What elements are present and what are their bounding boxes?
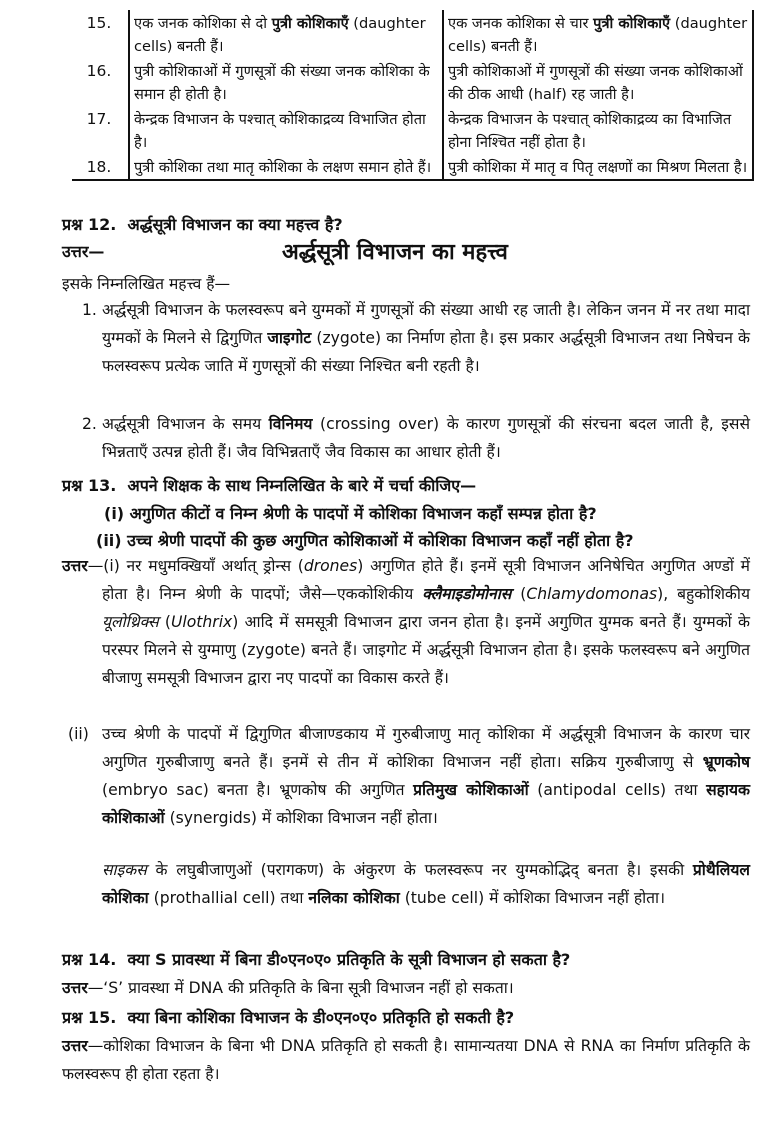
- question-13-part-2: (ii) उच्च श्रेणी पादपों की कुछ अगुणित कोशिकाओं में कोशिका विभाजन कहाँ नहीं होता है?: [96, 531, 634, 550]
- meiosis-cell: पुत्री कोशिका में मातृ व पितृ लक्षणों का मिश्रण मिलता है।: [443, 154, 753, 180]
- answer-label: उत्तर—: [62, 242, 105, 261]
- question-13-part-1: (i) अगुणित कीटों व निम्न श्रेणी के पादपों में कोशिका विभाजन कहाँ सम्पन्न होता है?: [104, 504, 597, 523]
- table-row: [72, 106, 753, 154]
- table-row: [72, 10, 753, 58]
- row-number: 15.: [86, 14, 112, 32]
- mitosis-cell: केन्द्रक विभाजन के पश्चात् कोशिकाद्रव्य विभाजित होता है।: [129, 106, 443, 154]
- point-1: 1. अर्द्धसूत्री विभाजन के फलस्वरूप बने युग्मकों में गुणसूत्रों की संख्या आधी रह जाती है। लेकिन जनन में नर तथा मादा युग्मकों के मिलने से द्विगुणित जाइगोट (zygote) का निर्माण होता है। इस प्रकार अर्द्धसूत्री विभाजन तथा निषेचन के फलस्वरूप प्रत्येक जाति में गुणसूत्रों की संख्या निश्चित बनी रहती है।: [82, 301, 750, 375]
- question-12: प्रश्न 12. अर्द्धसूत्री विभाजन का क्या महत्त्व है?: [62, 215, 343, 234]
- answer-13-cycas: साइकस के लघुबीजाणुओं (परागकण) के अंकुरण के फलस्वरूप नर युग्मकोद्भिद् बनता है। इसकी प्रोथैलियल कोशिका (prothallial cell) तथा नलिका कोशिका (tube cell) में कोशिका विभाजन नहीं होता।: [102, 861, 750, 907]
- answer-13-part-1: उत्तर—(i) नर मधुमक्खियाँ अर्थात् ड्रोन्स (drones) अगुणित होते हैं। इनमें सूत्री विभाजन अनिषेचित अगुणित अण्डों में होता है। निम्न श्रेणी के पादपों; जैसे—एककोशिकीय क्लैमाइडोमोनास (Chlamydomonas), बहुकोशिकीय यूलोथ्रिक्स (Ulothrix) आदि में समसूत्री विभाजन द्वारा जनन होता है। इनमें अगुणित युग्मक बनते हैं। युग्मकों के परस्पर मिलने से युग्माणु (zygote) बनते हैं। जाइगोट में अर्द्धसूत्री विभाजन होता है। इसके फलस्वरूप बने अगुणित बीजाणु समसूत्री विभाजन द्वारा नए पादपों का विकास करते हैं।: [62, 557, 751, 687]
- mitosis-cell: पुत्री कोशिका तथा मातृ कोशिका के लक्षण समान होते हैं।: [129, 154, 443, 180]
- comparison-table: [72, 10, 754, 181]
- section-heading: अर्द्धसूत्री विभाजन का महत्त्व: [282, 240, 508, 265]
- answer-14: उत्तर—‘S’ प्रावस्था में DNA की प्रतिकृति के बिना सूत्री विभाजन नहीं हो सकता।: [62, 979, 514, 997]
- meiosis-cell: केन्द्रक विभाजन के पश्चात् कोशिकाद्रव्य का विभाजित होना निश्चित नहीं होता है।: [443, 106, 753, 154]
- table-row: [72, 154, 753, 180]
- row-number: 18.: [72, 154, 129, 180]
- mitosis-cell: एक जनक कोशिका से दो पुत्री कोशिकाएँ (daughter cells) बनती हैं।: [129, 10, 443, 58]
- answer-15: उत्तर—कोशिका विभाजन के बिना भी DNA प्रतिकृति हो सकती है। सामान्यतया DNA से RNA का निर्माण प्रतिकृति के फलस्वरूप ही होता रहता है।: [62, 1037, 750, 1083]
- row-number: 17.: [86, 110, 112, 128]
- answer-13-part-2: (ii) उच्च श्रेणी के पादपों में द्विगुणित बीजाण्डकाय में गुरुबीजाणु मातृ कोशिका में अर्द्धसूत्री विभाजन के कारण चार अगुणित गुरुबीजाणु बनते हैं। इनमें से तीन में कोशिका विभाजन नहीं होता। सक्रिय गुरुबीजाणु से भ्रूणकोष (embryo sac) बनता है। भ्रूणकोष की अगुणित प्रतिमुख कोशिकाओं (antipodal cells) तथा सहायक कोशिकाओं (synergids) में कोशिका विभाजन नहीं होता।: [68, 725, 750, 827]
- question-14: प्रश्न 14. क्या S प्रावस्था में बिना डी०एन०ए० प्रतिकृति के सूत्री विभाजन हो सकता है?: [62, 950, 571, 969]
- table-row: [72, 58, 753, 106]
- row-number: 16.: [86, 62, 112, 80]
- meiosis-cell: पुत्री कोशिकाओं में गुणसूत्रों की संख्या जनक कोशिकाओं की ठीक आधी (half) रह जाती है।: [443, 58, 753, 106]
- intro-text: इसके निम्नलिखित महत्त्व हैं—: [62, 275, 231, 293]
- question-15: प्रश्न 15. क्या बिना कोशिका विभाजन के डी०एन०ए० प्रतिकृति हो सकती है?: [62, 1008, 515, 1027]
- mitosis-cell: पुत्री कोशिकाओं में गुणसूत्रों की संख्या जनक कोशिका के समान ही होती है।: [129, 58, 443, 106]
- point-2: 2. अर्द्धसूत्री विभाजन के समय विनिमय (crossing over) के कारण गुणसूत्रों की संरचना बदल जाती है, इससे भिन्नताएँ उत्पन्न होती हैं। जैव विभिन्नताएँ जैव विकास का आधार होती हैं।: [82, 415, 750, 461]
- question-13: प्रश्न 13. अपने शिक्षक के साथ निम्नलिखित के बारे में चर्चा कीजिए—: [62, 476, 477, 495]
- meiosis-cell: एक जनक कोशिका से चार पुत्री कोशिकाएँ (daughter cells) बनती हैं।: [443, 10, 753, 58]
